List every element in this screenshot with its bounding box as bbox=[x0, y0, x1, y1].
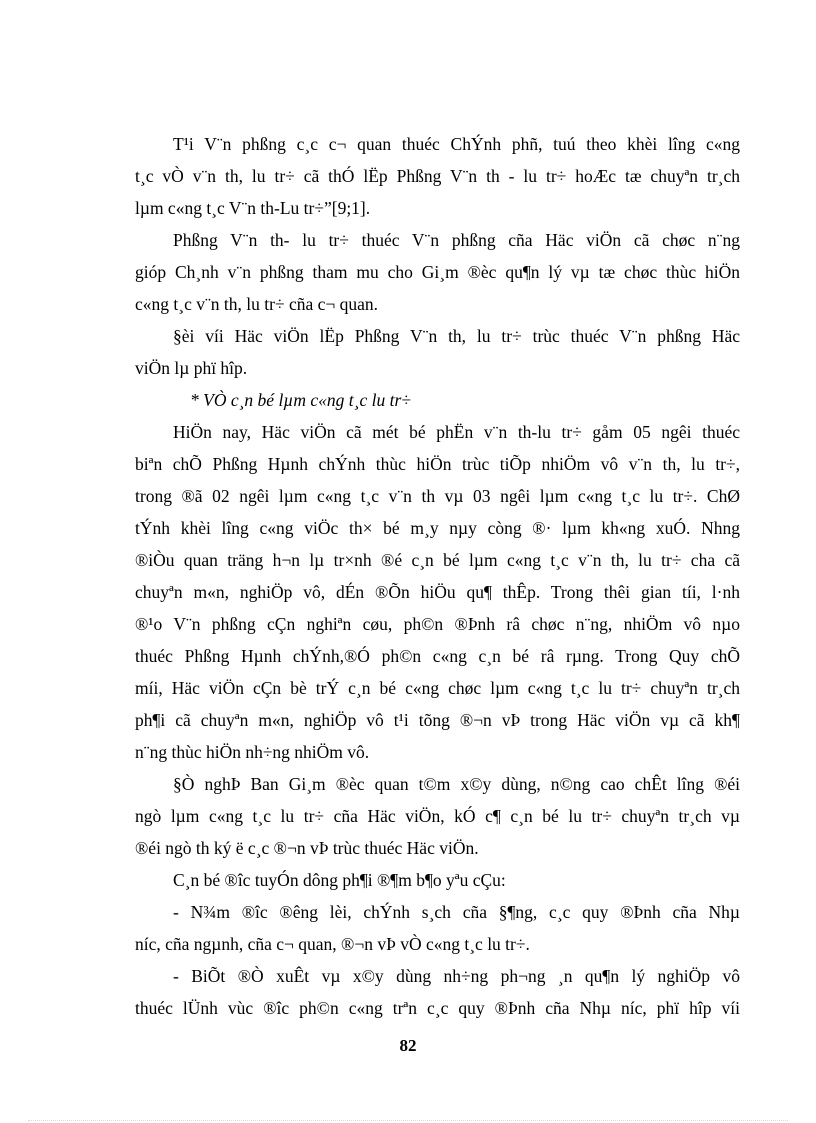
text-line: viÖn lµ phï hîp. bbox=[135, 358, 248, 378]
text-line: c«ng t¸c v¨n th, lu tr÷ cña c¬ quan. bbox=[135, 294, 379, 314]
text-line: biªn chÕ Phßng Hµnh chÝnh thùc hiÖn trùc tiÕp nhiÖm vô v¨n th, lu tr÷, bbox=[135, 454, 740, 474]
text-line: ®iÒu quan träng h¬n lµ tr×nh ®é c¸n bé lµm c«ng t¸c v¨n th, lu tr÷ cha cã bbox=[135, 550, 740, 570]
text-line: ®éi ngò th ký ë c¸c ®¬n vÞ trùc thuéc Häc viÖn. bbox=[135, 838, 479, 858]
text-line: n¨ng thùc hiÖn nh÷ng nhiÖm vô. bbox=[135, 742, 370, 762]
text-line: thuéc lÜnh vùc ®îc ph©n c«ng trªn c¸c quy ®Þnh cña Nhµ níc, phï hîp víi bbox=[135, 998, 740, 1018]
text-line: HiÖn nay, Häc viÖn cã mét bé phËn v¨n th-lu tr÷ gåm 05 ngêi thuéc bbox=[173, 422, 740, 442]
footer-divider bbox=[28, 1120, 788, 1121]
text-line: gióp Ch¸nh v¨n phßng tham mu cho Gi¸m ®èc qu¶n lý vµ tæ chøc thùc hiÖn bbox=[135, 262, 740, 282]
page-body bbox=[135, 128, 740, 1024]
text-line: Phßng V¨n th- lu tr÷ thuéc V¨n phßng cña Häc viÖn cã chøc n¨ng bbox=[173, 230, 740, 250]
text-line: thuéc Phßng Hµnh chÝnh,®Ó ph©n c«ng c¸n bé râ rµng. Trong Quy chÕ bbox=[135, 646, 740, 666]
text-line: ph¶i cã chuyªn m«n, nghiÖp vô t¹i tõng ®¬n vÞ trong Häc viÖn vµ cã kh¶ bbox=[135, 710, 740, 730]
text-line: C¸n bé ®îc tuyÓn dông ph¶i ®¶m b¶o yªu cÇu: bbox=[173, 870, 506, 890]
text-line: níc, cña ngµnh, cña c¬ quan, ®¬n vÞ vÒ c«ng t¸c lu tr÷. bbox=[135, 934, 530, 954]
page-number: 82 bbox=[399, 1036, 417, 1055]
list-item: - N¾m ®îc ®êng lèi, chÝnh s¸ch cña §¶ng, c¸c quy ®Þnh cña Nhµ bbox=[173, 902, 740, 922]
text-line: t¸c vÒ v¨n th, lu tr÷ cã thÓ lËp Phßng V¨n th - lu tr÷ hoÆc tæ chuyªn tr¸ch bbox=[135, 166, 740, 186]
text-line: ®¹o V¨n phßng cÇn nghiªn cøu, ph©n ®Þnh râ chøc n¨ng, nhiÖm vô nµo bbox=[135, 614, 740, 634]
text-line: lµm c«ng t¸c V¨n th-Lu tr÷”[9;1]. bbox=[135, 198, 371, 218]
text-line: trong ®ã 02 ngêi lµm c«ng t¸c v¨n th vµ 03 ngêi lµm c«ng t¸c lu tr÷. ChØ bbox=[135, 486, 740, 506]
text-line: T¹i V¨n phßng c¸c c¬ quan thuéc ChÝnh phñ, tuú theo khèi lîng c«ng bbox=[173, 134, 740, 154]
text-line: §èi víi Häc viÖn lËp Phßng V¨n th, lu tr÷ trùc thuéc V¨n phßng Häc bbox=[173, 326, 740, 346]
text-line: chuyªn m«n, nghiÖp vô, dÉn ®Õn hiÖu qu¶ thÊp. Trong thêi gian tíi, l·nh bbox=[135, 582, 740, 602]
text-line: ngò lµm c«ng t¸c lu tr÷ cña Häc viÖn, kÓ c¶ c¸n bé lu tr÷ chuyªn tr¸ch vµ bbox=[135, 806, 740, 826]
text-line: tÝnh khèi lîng c«ng viÖc th× bé m¸y nµy còng ®· lµm kh«ng xuÓ. Nhng bbox=[135, 518, 740, 538]
list-item: - BiÕt ®Ò xuÊt vµ x©y dùng nh÷ng ph¬ng ¸n qu¶n lý nghiÖp vô bbox=[173, 966, 740, 986]
section-heading: * VÒ c¸n bé lµm c«ng t¸c lu tr÷ bbox=[190, 390, 411, 410]
text-line: míi, Häc viÖn cÇn bè trÝ c¸n bé c«ng chøc lµm c«ng t¸c lu tr÷ chuyªn tr¸ch bbox=[135, 678, 740, 698]
text-line: §Ò nghÞ Ban Gi¸m ®èc quan t©m x©y dùng, n©ng cao chÊt lîng ®éi bbox=[173, 774, 740, 794]
